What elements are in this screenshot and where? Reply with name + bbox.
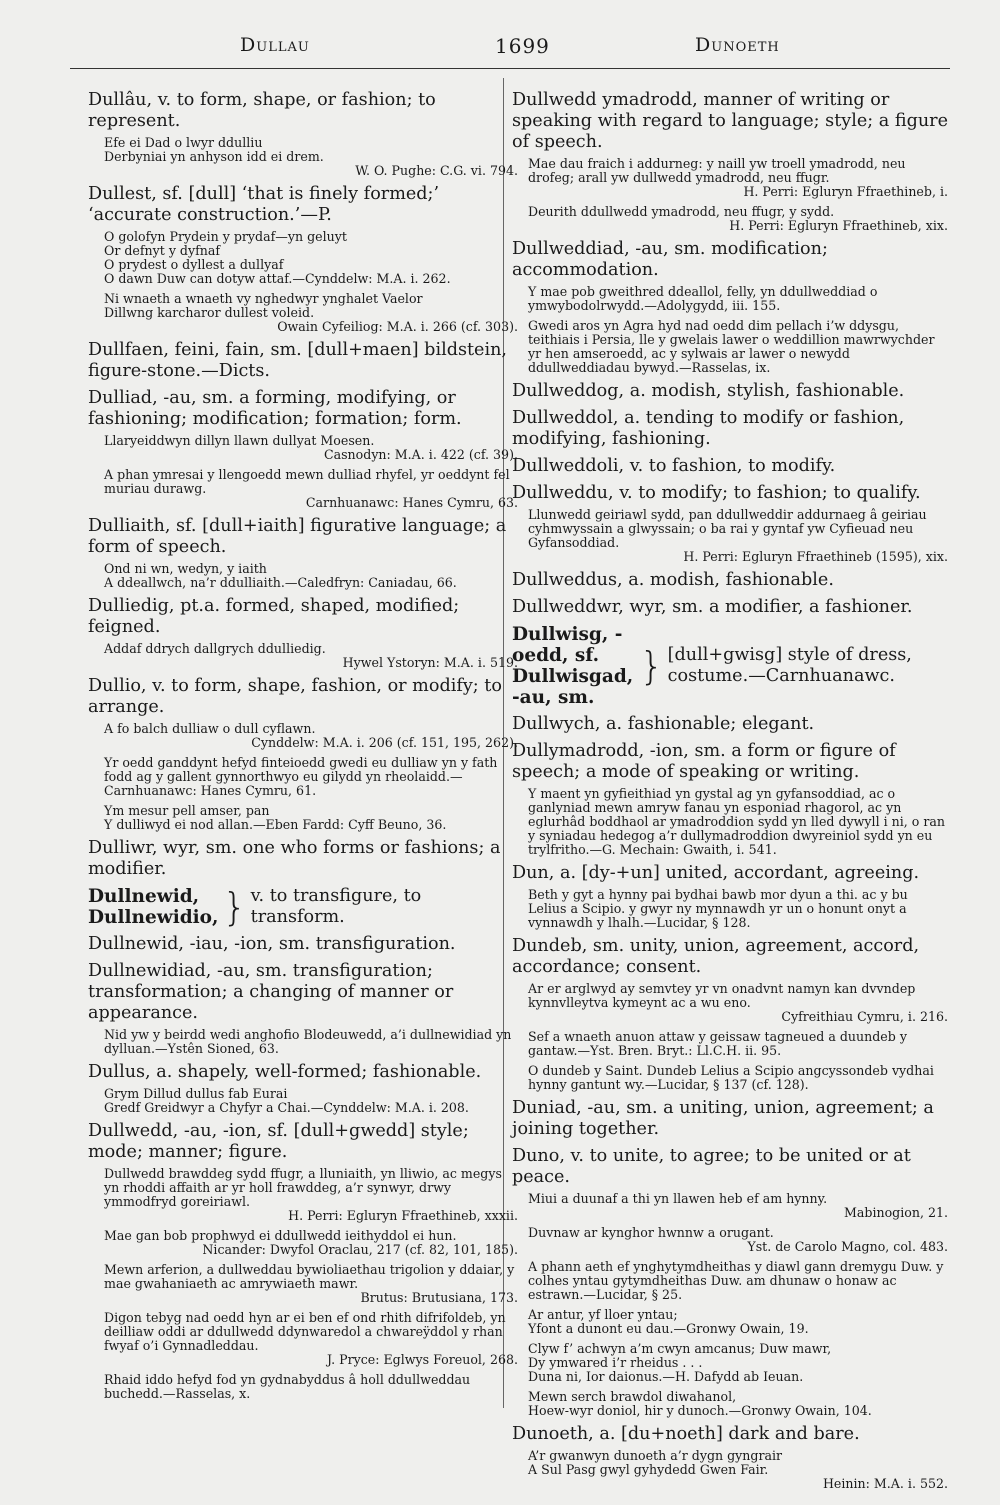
quote-line: Yr oedd ganddynt hefyd finteioedd gwedi eu dulliaw yn y fath fodd ag y gallent gynnorthwyo eu gilydd yn rheolaidd.—Carnhuanawc: Hanes Cymru, 61.: [104, 755, 498, 798]
header-rule: [70, 68, 950, 69]
quote-line: Y dulliwyd ei nod allan.—Eben Fardd: Cyff Beuno, 36.: [104, 817, 447, 832]
citation-quote: [528, 285, 948, 313]
citation-quote: [528, 157, 948, 185]
dictionary-entry: [88, 1263, 518, 1305]
citation-quote: [528, 1260, 948, 1302]
citation-quote: [104, 468, 518, 496]
dictionary-entry: [88, 340, 518, 382]
citation-source: H. Perri: Egluryn Ffraethineb, i.: [743, 184, 948, 199]
brace-entry-dullnewid: [88, 886, 518, 928]
quote-line: Gwedi aros yn Agra hyd nad oedd dim pellach i’w ddysgu, teithiais i Persia, lle y gwelais lawer o weddillion mawrwychder yr hen amseroedd, ac y sylwais ar lawer o newydd ddullweddiadau bywyd.—Rasselas, ix.: [528, 318, 935, 375]
dictionary-entry: [512, 456, 948, 477]
quote-line: Hoew-wyr doniol, hir y dunoch.—Gronwy Owain, 104.: [528, 1403, 872, 1418]
citation-quote: [104, 230, 518, 286]
dictionary-entry: [512, 1064, 948, 1092]
citation-quote: [104, 1087, 518, 1115]
entry-definition: Dulliad, -au, sm. a forming, modifying, or fashioning; modification; formation; form.: [88, 388, 462, 429]
dictionary-entry: [512, 1098, 948, 1140]
entry-definition: Dullweddwr, wyr, sm. a modifier, a fashioner.: [512, 597, 913, 617]
quote-line: Y maent yn gyfieithiad yn gystal ag yn gyfansoddiad, ac o ganlyniad mewn amryw fanau yn esponiad rhagorol, ac yn eglurhâd boddhaol ar ymadroddion sydd yn lled dywyll i ni, o ran y syniadau hedegog a’r dullymadroddion dwyreiniol sydd yn eu trylfritho.—G. Mechain: Gwaith, i. 541.: [528, 786, 946, 857]
citation-quote: [104, 292, 518, 320]
dictionary-entry: [512, 239, 948, 313]
citation-quote: [528, 205, 948, 219]
dictionary-entry: [88, 934, 518, 955]
citation-quote: [104, 1263, 518, 1291]
dictionary-entry: [88, 1121, 518, 1223]
citation-quote: [104, 1028, 518, 1056]
dictionary-entry: [512, 714, 948, 735]
citation-quote: [528, 982, 948, 1010]
dictionary-entry: [512, 863, 948, 930]
entry-definition: Dullweddoli, v. to fashion, to modify.: [512, 456, 836, 476]
quote-line: Ar antur, yf lloer yntau;: [528, 1307, 678, 1322]
quote-line: A phan ymresai y llengoedd mewn dulliad rhyfel, yr oeddynt fel muriau durawg.: [104, 467, 510, 496]
dictionary-entry: [88, 1062, 518, 1115]
citation-quote: [528, 319, 948, 375]
dictionary-entry: [512, 936, 948, 1024]
citation-quote: [528, 1226, 948, 1240]
citation-source: Carnhuanawc: Hanes Cymru, 63.: [305, 495, 518, 510]
quote-line: Llaryeiddwyn dillyn llawn dullyat Moesen.: [104, 433, 375, 448]
brace-definition: v. to transfigure, to transform.: [250, 886, 422, 927]
quote-line: Or defnyt y dyfnaf: [104, 243, 221, 258]
dictionary-entry: [88, 676, 518, 750]
dictionary-entry: [512, 570, 948, 591]
citation-source: Casnodyn: M.A. i. 422 (cf. 39).: [323, 447, 518, 462]
dictionary-entry: [88, 756, 518, 798]
citation-quote: [104, 804, 518, 832]
quote-line: A fo balch dulliaw o dull cyflawn.: [104, 721, 316, 736]
quote-line: Beth y gyt a hynny pai bydhai bawb mor dyun a thi. ac y bu Lelius a Scipio. y gwyr ny mynnawdh yr un o honunt onyt a vynnawdh y lhalh.—Lucidar, § 128.: [528, 887, 908, 930]
brace-headword: Dullwisg, -oedd, sf.: [512, 624, 623, 666]
entry-definition: Dullweddog, a. modish, stylish, fashionable.: [512, 381, 905, 401]
quote-line: A phann aeth ef ynghytymdheithas y diawl gann dremygu Duw. y colhes yntau gytymdheithas Duw. am dhunaw o honaw ac estrawn.—Lucidar, § 25.: [528, 1259, 944, 1302]
quote-line: Dillwng karcharor dullest voleid.: [104, 305, 315, 320]
citation-quote: [104, 1311, 518, 1353]
dictionary-entry: [512, 597, 948, 618]
citation-quote: [104, 1229, 518, 1243]
page-header: [70, 34, 950, 68]
citation-quote: [104, 136, 518, 164]
citation-quote: [104, 562, 518, 590]
dictionary-entry: [88, 838, 518, 880]
quote-line: Ym mesur pell amser, pan: [104, 803, 270, 818]
citation-source: Hywel Ystoryn: M.A. i. 519.: [342, 655, 518, 670]
quote-line: Rhaid iddo hefyd fod yn gydnabyddus â holl ddullweddau buchedd.—Rasselas, x.: [104, 1372, 471, 1401]
quote-line: A ddeallwch, na’r ddulliaith.—Caledfryn: Caniadau, 66.: [104, 575, 457, 590]
citation-quote: [104, 756, 518, 798]
citation-quote: [104, 434, 518, 448]
quote-line: Nid yw y beirdd wedi anghofio Blodeuwedd, a’i dullnewidiad yn dylluan.—Ystên Sioned, 63.: [104, 1027, 512, 1056]
dictionary-entry: [512, 90, 948, 199]
dictionary-entry: [88, 1229, 518, 1257]
quote-line: Clyw f’ achwyn a’m cwyn amcanus; Duw mawr,: [528, 1341, 832, 1356]
citation-quote: [528, 1308, 948, 1336]
dictionary-entry: [88, 1311, 518, 1367]
quote-line: Mewn arferion, a dullweddau bywioliaethau trigolion y ddaiar, y mae gwahaniaeth ac amrywiaeth mawr.: [104, 1262, 515, 1291]
quote-line: Dullwedd brawddeg sydd ffugr, a lluniaith, yn lliwio, ac megys yn rhoddi affaith ar yr holl frawddeg, a’r synwyr, drwy ymmodfryd goreiriawl.: [104, 1166, 502, 1209]
citation-quote: [528, 1449, 948, 1477]
citation-source: Brutus: Brutusiana, 173.: [360, 1290, 518, 1305]
quote-line: Derbyniai yn anhyson idd ei drem.: [104, 149, 324, 164]
entry-definition: Duno, v. to unite, to agree; to be united or at peace.: [512, 1146, 911, 1187]
dictionary-entry: [512, 1030, 948, 1058]
citation-source: W. O. Pughe: C.G. vi. 794.: [355, 163, 518, 178]
quote-line: Yfont a dunont eu dau.—Gronwy Owain, 19.: [528, 1321, 809, 1336]
entry-definition: Dulliedig, pt.a. formed, shaped, modified; feigned.: [88, 596, 460, 637]
dictionary-entry: [88, 961, 518, 1056]
right-column: [512, 90, 948, 1497]
quote-line: Sef a wnaeth anuon attaw y geissaw tagneued a duundeb y gantaw.—Yst. Bren. Bryt.: Ll.C.H. ii. 95.: [528, 1029, 907, 1058]
entry-definition: Dullweddol, a. tending to modify or fashion, modifying, fashioning.: [512, 408, 905, 449]
citation-quote: [528, 1064, 948, 1092]
dictionary-entry: [88, 804, 518, 832]
dictionary-entry: [512, 319, 948, 375]
quote-line: Mewn serch brawdol diwahanol,: [528, 1389, 737, 1404]
quote-line: Mae gan bob prophwyd ei ddullwedd ieithyddol ei hun.: [104, 1228, 457, 1243]
quote-line: Digon tebyg nad oedd hyn ar ei ben ef ond rhith difrifoldeb, yn deilliaw oddi ar ddullwedd ddynwaredol a chwareÿddol y rhan fwyaf o’i Gynnadleddau.: [104, 1310, 506, 1353]
entry-definition: Dullweddu, v. to modify; to fashion; to qualify.: [512, 483, 921, 503]
entry-definition: Dullnewidiad, -au, sm. transfiguration; transformation; a changing of manner or appearance.: [88, 961, 454, 1023]
dictionary-entry: [512, 381, 948, 402]
quote-line: Duvnaw ar kynghor hwnnw a orugant.: [528, 1225, 774, 1240]
citation-source: H. Perri: Egluryn Ffraethineb, xix.: [729, 218, 948, 233]
brace-headword: Dullwisgad, -au, sm.: [512, 666, 634, 708]
quote-line: Duna ni, Ior daionus.—H. Dafydd ab Ieuan.: [528, 1369, 804, 1384]
entry-definition: Dullymadrodd, -ion, sm. a form or figure of speech; a mode of speaking or writing.: [512, 741, 896, 782]
dictionary-entry: [512, 1260, 948, 1302]
brace-glyph: }: [222, 885, 247, 929]
brace-glyph: }: [639, 644, 664, 688]
citation-quote: [104, 1373, 518, 1401]
brace-headword: Dullnewid,: [88, 886, 200, 907]
entry-definition: Dullwedd, -au, -ion, sf. [dull+gwedd] style; mode; manner; figure.: [88, 1121, 469, 1162]
entry-definition: Dundeb, sm. unity, union, agreement, accord, accordance; consent.: [512, 936, 920, 977]
quote-line: Mae dau fraich i addurneg: y naill yw troell ymadrodd, neu drofeg; arall yw dullwedd ymadrodd, neu ffugr.: [528, 156, 906, 185]
dictionary-entry: [512, 408, 948, 450]
dictionary-entry: [512, 483, 948, 564]
quote-line: Y mae pob gweithred ddeallol, felly, yn ddullweddiad o ymwybodolrwydd.—Adolygydd, iii. 155.: [528, 284, 878, 313]
quote-line: O dawn Duw can dotyw attaf.—Cynddelw: M.A. i. 262.: [104, 271, 451, 286]
citation-quote: [528, 508, 948, 550]
entry-definition: Dullwych, a. fashionable; elegant.: [512, 714, 815, 734]
entry-definition: Duniad, -au, sm. a uniting, union, agreement; a joining together.: [512, 1098, 934, 1139]
citation-source: Yst. de Carolo Magno, col. 483.: [747, 1239, 948, 1254]
entry-definition: Dullwedd ymadrodd, manner of writing or speaking with regard to language; style; a figure of speech.: [512, 90, 948, 152]
header-left-guide-word: Dullau: [240, 34, 310, 56]
quote-line: Dy ymwared i’r rheidus . . .: [528, 1355, 703, 1370]
dictionary-entry: [512, 1146, 948, 1220]
page-number: 1699: [495, 34, 550, 58]
citation-source: H. Perri: Egluryn Ffraethineb (1595), xix.: [683, 549, 948, 564]
quote-line: Llunwedd geiriawl sydd, pan ddullweddir addurnaeg â geiriau cyhmwyssain a glwyssain; o ba rai y gyntaf yw Cyfieuad neu Gyfansoddiad.: [528, 507, 927, 550]
dictionary-entry: [88, 388, 518, 462]
citation-quote: [104, 642, 518, 656]
quote-line: O prydest o dyllest a dullyaf: [104, 257, 284, 272]
dictionary-entry: [512, 1226, 948, 1254]
dictionary-entry: [88, 184, 518, 286]
quote-line: O dundeb y Saint. Dundeb Lelius a Scipio angcyssondeb vydhai hynny gantunt wy.—Lucidar, § 137 (cf. 128).: [528, 1063, 934, 1092]
quote-line: Deurith ddullwedd ymadrodd, neu ffugr, y sydd.: [528, 204, 835, 219]
entry-definition: Dullweddus, a. modish, fashionable.: [512, 570, 834, 590]
dictionary-entry: [88, 516, 518, 590]
dictionary-entry: [88, 468, 518, 510]
dictionary-entry: [88, 1373, 518, 1401]
quote-line: Grym Dillud dullus fab Eurai: [104, 1086, 288, 1101]
brace-headword: Dullnewidio,: [88, 907, 219, 928]
quote-line: Gredf Greidwyr a Chyfyr a Chai.—Cynddelw: M.A. i. 208.: [104, 1100, 469, 1115]
citation-quote: [528, 888, 948, 930]
header-right-guide-word: Dunoeth: [695, 34, 780, 56]
entry-definition: Dullweddiad, -au, sm. modification; accommodation.: [512, 239, 828, 280]
entry-definition: Dunoeth, a. [du+noeth] dark and bare.: [512, 1424, 860, 1444]
citation-source: Mabinogion, 21.: [843, 1205, 948, 1220]
entry-definition: Dullest, sf. [dull] ‘that is finely formed;’ ‘accurate construction.’—P.: [88, 184, 440, 225]
dictionary-entry: [512, 741, 948, 857]
quote-line: A’r gwanwyn dunoeth a’r dygn gyngrair: [528, 1448, 783, 1463]
entry-definition: Dun, a. [dy-+un] united, accordant, agreeing.: [512, 863, 920, 883]
brace-entry-dullwisg: [512, 624, 948, 708]
citation-source: Owain Cyfeiliog: M.A. i. 266 (cf. 303).: [277, 319, 518, 334]
citation-quote: [528, 1390, 948, 1418]
dictionary-entry: [88, 90, 518, 178]
citation-quote: [104, 1167, 518, 1209]
entry-definition: Dullus, a. shapely, well-formed; fashionable.: [88, 1062, 482, 1082]
dictionary-entry: [512, 205, 948, 233]
quote-line: Ond ni wn, wedyn, y iaith: [104, 561, 267, 576]
dictionary-entry: [88, 596, 518, 670]
quote-line: Efe ei Dad o lwyr ddulliu: [104, 135, 263, 150]
dictionary-entry: [512, 1342, 948, 1384]
citation-source: J. Pryce: Eglwys Foreuol, 268.: [327, 1352, 518, 1367]
quote-line: O golofyn Prydein y prydaf—yn geluyt: [104, 229, 347, 244]
citation-quote: [528, 787, 948, 857]
quote-line: Miui a duunaf a thi yn llawen heb ef am hynny.: [528, 1191, 828, 1206]
brace-definition: [dull+gwisg] style of dress, costume.—Carnhuanawc.: [667, 645, 912, 686]
dictionary-entry: [512, 1308, 948, 1336]
entry-definition: Dulliwr, wyr, sm. one who forms or fashions; a modifier.: [88, 838, 501, 879]
citation-source: Heinin: M.A. i. 552.: [822, 1476, 948, 1491]
citation-quote: [528, 1030, 948, 1058]
citation-quote: [528, 1192, 948, 1206]
citation-source: Cyfreithiau Cymru, i. 216.: [781, 1009, 948, 1024]
left-column: [88, 90, 518, 1407]
quote-line: Ni wnaeth a wnaeth vy nghedwyr ynghalet Vaelor: [104, 291, 423, 306]
citation-source: Cynddelw: M.A. i. 206 (cf. 151, 195, 262).: [251, 735, 518, 750]
entry-definition: Dullfaen, feini, fain, sm. [dull+maen] bildstein, figure-stone.—Dicts.: [88, 340, 508, 381]
citation-source: Nicander: Dwyfol Oraclau, 217 (cf. 82, 101, 185).: [202, 1242, 518, 1257]
citation-source: H. Perri: Egluryn Ffraethineb, xxxii.: [288, 1208, 518, 1223]
entry-definition: Dullâu, v. to form, shape, or fashion; to represent.: [88, 90, 436, 131]
dictionary-entry: [88, 292, 518, 334]
entry-definition: Dullnewid, -iau, -ion, sm. transfiguration.: [88, 934, 456, 954]
entry-definition: Dulliaith, sf. [dull+iaith] figurative language; a form of speech.: [88, 516, 507, 557]
entry-definition: Dullio, v. to form, shape, fashion, or modify; to arrange.: [88, 676, 502, 717]
quote-line: Ar er arglwyd ay semvtey yr vn onadvnt namyn kan dvvndep kynnvlleytva kymeynt ac a wu eno.: [528, 981, 916, 1010]
dictionary-entry: [512, 1424, 948, 1491]
citation-quote: [528, 1342, 948, 1384]
citation-quote: [104, 722, 518, 736]
dictionary-entry: [512, 1390, 948, 1418]
quote-line: Addaf ddrych dallgrych ddulliedig.: [104, 641, 326, 656]
quote-line: A Sul Pasg gwyl gyhydedd Gwen Fair.: [528, 1462, 769, 1477]
